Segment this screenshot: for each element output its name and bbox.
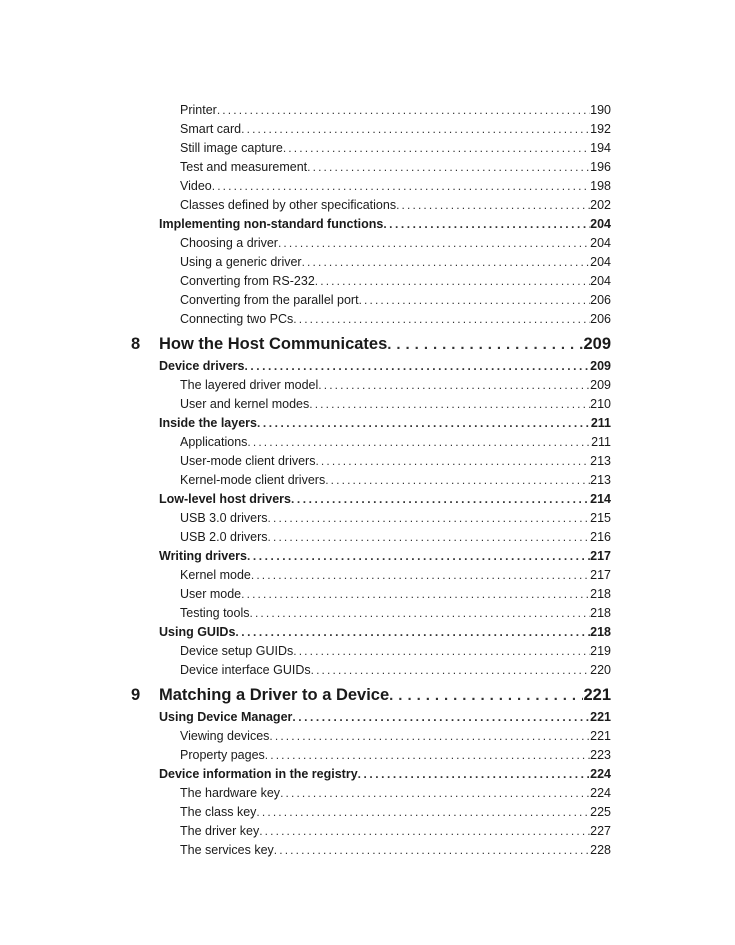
toc-entry-title: User-mode client drivers	[180, 454, 316, 468]
toc-section-row[interactable]	[159, 492, 611, 509]
dot-leader	[269, 729, 590, 743]
toc-entry-title: Device information in the registry	[159, 767, 358, 781]
dot-leader	[241, 587, 590, 601]
toc-entry-title: Implementing non-standard functions	[159, 217, 384, 231]
toc-page-number: 210	[590, 397, 611, 411]
dot-leader	[315, 454, 590, 468]
dot-leader	[302, 255, 591, 269]
toc-entry-title: Device drivers	[159, 359, 245, 373]
toc-page-number: 209	[590, 378, 611, 392]
toc-entry-title: The layered driver model	[180, 378, 319, 392]
toc-page-number: 213	[590, 454, 611, 468]
toc-subsection-row[interactable]	[180, 824, 611, 841]
toc-entry-title: Testing tools	[180, 606, 250, 620]
chapter-number: 9	[131, 686, 141, 704]
toc-subsection-row[interactable]	[180, 435, 611, 452]
toc-entry-title: Inside the layers	[159, 416, 257, 430]
toc-page-number: 217	[590, 568, 611, 582]
toc-subsection-row[interactable]	[180, 160, 611, 177]
dot-leader	[244, 359, 590, 373]
toc-entry-title: Still image capture	[180, 141, 283, 155]
toc-entry-title: Video	[180, 179, 212, 193]
toc-entry-title: Printer	[180, 103, 217, 117]
toc-entry-title: Device setup GUIDs	[180, 644, 294, 658]
toc-page-number: 224	[590, 786, 611, 800]
dot-leader	[318, 378, 590, 392]
toc-page-number: 223	[590, 748, 611, 762]
toc-page-number: 206	[590, 312, 611, 326]
dot-leader	[292, 710, 590, 724]
dot-leader	[268, 530, 591, 544]
toc-section-row[interactable]	[159, 359, 611, 376]
dot-leader	[389, 687, 583, 704]
toc-entry-title: Low-level host drivers	[159, 492, 291, 506]
toc-page-number: 204	[590, 236, 611, 250]
toc-entry-title: Matching a Driver to a Device	[159, 686, 390, 704]
toc-entry-title: How the Host Communicates	[159, 335, 388, 353]
dot-leader	[359, 293, 591, 307]
toc-page-number: 221	[590, 710, 611, 724]
toc-subsection-row[interactable]	[180, 293, 611, 310]
toc-page-number: 202	[590, 198, 611, 212]
toc-entry-title: Property pages	[180, 748, 265, 762]
toc-page-number: 190	[590, 103, 611, 117]
toc-subsection-row[interactable]	[180, 606, 611, 623]
toc-entry-title: USB 3.0 drivers	[180, 511, 268, 525]
dot-leader	[251, 568, 590, 582]
toc-page-number: 198	[590, 179, 611, 193]
dot-leader	[280, 786, 590, 800]
toc-page-number: 220	[590, 663, 611, 677]
toc-subsection-row[interactable]	[180, 179, 611, 196]
toc-page-number: 218	[590, 625, 611, 639]
toc-subsection-row[interactable]	[180, 511, 611, 528]
dot-leader	[235, 625, 590, 639]
toc-page-number: 206	[590, 293, 611, 307]
toc-entry-title: Classes defined by other specifications	[180, 198, 397, 212]
dot-leader	[249, 606, 590, 620]
toc-page-number: 221	[583, 686, 611, 704]
toc-chapter-row[interactable]	[131, 686, 611, 708]
toc-page-number: 204	[590, 217, 611, 231]
toc-page-number: 204	[590, 255, 611, 269]
toc-chapter-row[interactable]	[131, 335, 611, 357]
toc-page-number: 215	[590, 511, 611, 525]
toc-section-row[interactable]	[159, 625, 611, 642]
toc-entry-title: Using Device Manager	[159, 710, 293, 724]
toc-page-number: 204	[590, 274, 611, 288]
toc-entry-title: Smart card	[180, 122, 242, 136]
toc-page-number: 227	[590, 824, 611, 838]
dot-leader	[265, 748, 590, 762]
toc-subsection-row[interactable]	[180, 122, 611, 139]
dot-leader	[358, 767, 590, 781]
toc-page-number: 213	[590, 473, 611, 487]
dot-leader	[259, 824, 590, 838]
toc-entry-title: Writing drivers	[159, 549, 247, 563]
dot-leader	[268, 511, 591, 525]
toc-subsection-row[interactable]	[180, 473, 611, 490]
toc-page-number: 211	[590, 416, 611, 430]
toc-section-row[interactable]	[159, 217, 611, 234]
dot-leader	[387, 336, 583, 353]
dot-leader	[274, 843, 590, 857]
toc-page-number: 219	[590, 644, 611, 658]
toc-entry-title: The driver key	[180, 824, 260, 838]
dot-leader	[307, 160, 590, 174]
dot-leader	[256, 805, 590, 819]
toc-subsection-row[interactable]	[180, 454, 611, 471]
dot-leader	[293, 312, 590, 326]
dot-leader	[396, 198, 590, 212]
toc-subsection-row[interactable]	[180, 274, 611, 291]
toc-entry-title: Converting from RS-232	[180, 274, 315, 288]
toc-entry-title: Using GUIDs	[159, 625, 236, 639]
dot-leader	[257, 416, 591, 430]
dot-leader	[383, 217, 590, 231]
toc-entry-title: Applications	[180, 435, 248, 449]
toc-page-number: 209	[590, 359, 611, 373]
toc-entry-title: Kernel-mode client drivers	[180, 473, 326, 487]
toc-subsection-row[interactable]	[180, 568, 611, 585]
toc-section-row[interactable]	[159, 549, 611, 566]
toc-subsection-row[interactable]	[180, 378, 611, 395]
toc-subsection-row[interactable]	[180, 805, 611, 822]
dot-leader	[315, 274, 590, 288]
toc-entry-title: Kernel mode	[180, 568, 251, 582]
toc-subsection-row[interactable]	[180, 236, 611, 253]
toc-subsection-row[interactable]	[180, 312, 611, 329]
toc-subsection-row[interactable]	[180, 141, 611, 158]
toc-subsection-row[interactable]	[180, 748, 611, 765]
dot-leader	[247, 549, 590, 563]
toc-entry-title: Device interface GUIDs	[180, 663, 311, 677]
toc-entry-title: Test and measurement	[180, 160, 308, 174]
dot-leader	[283, 141, 590, 155]
toc-entry-title: Choosing a driver	[180, 236, 278, 250]
toc-entry-title: Connecting two PCs	[180, 312, 294, 326]
toc-subsection-row[interactable]	[180, 786, 611, 803]
toc-section-row[interactable]	[159, 767, 611, 784]
toc-section-row[interactable]	[159, 416, 611, 433]
toc-entry-title: Converting from the parallel port	[180, 293, 359, 307]
toc-page-number: 224	[590, 767, 611, 781]
dot-leader	[291, 492, 590, 506]
toc-subsection-row[interactable]	[180, 530, 611, 547]
chapter-number: 8	[131, 335, 141, 353]
toc-page-number: 214	[590, 492, 611, 506]
toc-subsection-row[interactable]	[180, 198, 611, 215]
toc-entry-title: User and kernel modes	[180, 397, 310, 411]
toc-subsection-row[interactable]	[180, 397, 611, 414]
toc-entry-title: The hardware key	[180, 786, 281, 800]
toc-entry-title: The class key	[180, 805, 257, 819]
toc-page-number: 194	[590, 141, 611, 155]
toc-page-number: 218	[590, 606, 611, 620]
toc-entry-title: User mode	[180, 587, 242, 601]
toc-page-number: 221	[590, 729, 611, 743]
dot-leader	[325, 473, 590, 487]
dot-leader	[278, 236, 590, 250]
toc-subsection-row[interactable]	[180, 843, 611, 860]
toc-page-number: 217	[590, 549, 611, 563]
toc-page-number: 228	[590, 843, 611, 857]
toc-page-number: 218	[590, 587, 611, 601]
toc-entry-title: The services key	[180, 843, 274, 857]
dot-leader	[241, 122, 590, 136]
toc-page-number: 192	[590, 122, 611, 136]
toc-subsection-row[interactable]	[180, 729, 611, 746]
toc-subsection-row[interactable]	[180, 663, 611, 680]
dot-leader	[293, 644, 590, 658]
toc-page-number: 211	[591, 435, 611, 449]
toc-page-number: 196	[590, 160, 611, 174]
dot-leader	[217, 103, 590, 117]
toc-subsection-row[interactable]	[180, 587, 611, 604]
toc-subsection-row[interactable]	[180, 103, 611, 120]
dot-leader	[212, 179, 590, 193]
toc-entry-title: Using a generic driver	[180, 255, 302, 269]
toc-page-number: 225	[590, 805, 611, 819]
dot-leader	[247, 435, 591, 449]
toc-subsection-row[interactable]	[180, 255, 611, 272]
toc-page-number: 216	[590, 530, 611, 544]
toc-section-row[interactable]	[159, 710, 611, 727]
toc-entry-title: USB 2.0 drivers	[180, 530, 268, 544]
toc-entry-title: Viewing devices	[180, 729, 270, 743]
toc-page-number: 209	[583, 335, 611, 353]
dot-leader	[311, 663, 591, 677]
toc-subsection-row[interactable]	[180, 644, 611, 661]
dot-leader	[309, 397, 590, 411]
